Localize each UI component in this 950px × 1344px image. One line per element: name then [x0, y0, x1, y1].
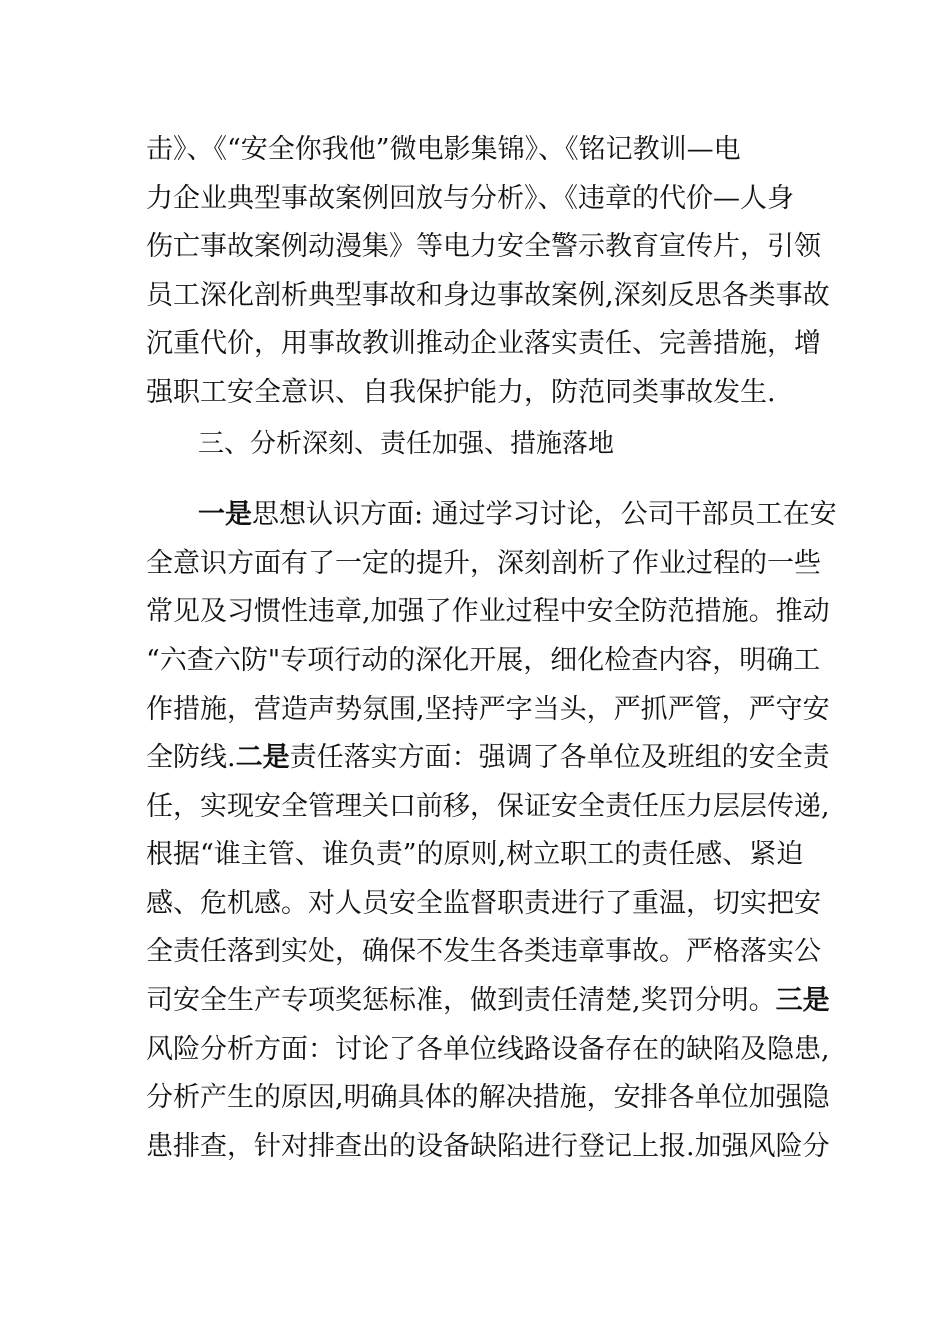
- text-line: “六查六防"专项行动的深化开展，细化检查内容，明确工: [146, 645, 821, 676]
- section-heading: 三、分析深刻、责任加强、措施落地: [198, 429, 615, 459]
- text-line: [198, 495, 837, 535]
- text-line: 分析产生的原因,明确具体的解决措施，安排各单位加强隐: [146, 1082, 830, 1113]
- text-line: 力企业典型事故案例回放与分析》、《违章的代价—人身: [146, 183, 794, 214]
- text-span: 思想认识方面: 通过学习讨论，公司干部员工在安: [252, 499, 837, 530]
- text-span: 责任落实方面：强调了各单位及班组的安全责: [289, 742, 830, 773]
- text-line: 患排查，针对排查出的设备缺陷进行登记上报.加强风险分: [146, 1131, 830, 1162]
- text-line: [146, 738, 830, 778]
- text-line: 伤亡事故案例动漫集》等电力安全警示教育宣传片，引领: [146, 231, 821, 262]
- text-line: 风险分析方面：讨论了各单位线路设备存在的缺陷及隐患,: [146, 1034, 830, 1065]
- text-span: 司安全生产专项奖惩标准，做到责任清楚,奖罚分明。: [146, 985, 776, 1016]
- lead-marker: 二是: [235, 742, 290, 773]
- text-line: 任，实现安全管理关口前移，保证安全责任压力层层传递,: [146, 791, 830, 822]
- text-line: 全意识方面有了一定的提升，深刻剖析了作业过程的一些: [146, 548, 821, 579]
- text-line: 作措施，营造声势氛围,坚持严字当头，严抓严管，严守安: [146, 694, 830, 725]
- text-line: 根据“谁主管、谁负责”的原则,树立职工的责任感、紧迫: [146, 839, 804, 870]
- text-line: 员工深化剖析典型事故和身边事故案例,深刻反思各类事故: [146, 280, 830, 311]
- text-span: 全防线.: [146, 742, 236, 773]
- text-line: 强职工安全意识、自我保护能力，防范同类事故发生.: [146, 377, 776, 408]
- lead-marker: 三是: [775, 985, 830, 1016]
- text-line: 感、危机感。对人员安全监督职责进行了重温，切实把安: [146, 888, 821, 919]
- text-line: 全责任落到实处，确保不发生各类违章事故。严格落实公: [146, 936, 821, 967]
- lead-marker: 一是: [198, 499, 252, 530]
- text-line: 沉重代价，用事故教训推动企业落实责任、完善措施，增: [146, 328, 821, 359]
- text-line: 击》、《“安全你我他”微电影集锦》、《铭记教训—电: [146, 134, 741, 165]
- text-line: [146, 981, 830, 1021]
- text-line: 常见及习惯性违章,加强了作业过程中安全防范措施。推动: [146, 596, 830, 627]
